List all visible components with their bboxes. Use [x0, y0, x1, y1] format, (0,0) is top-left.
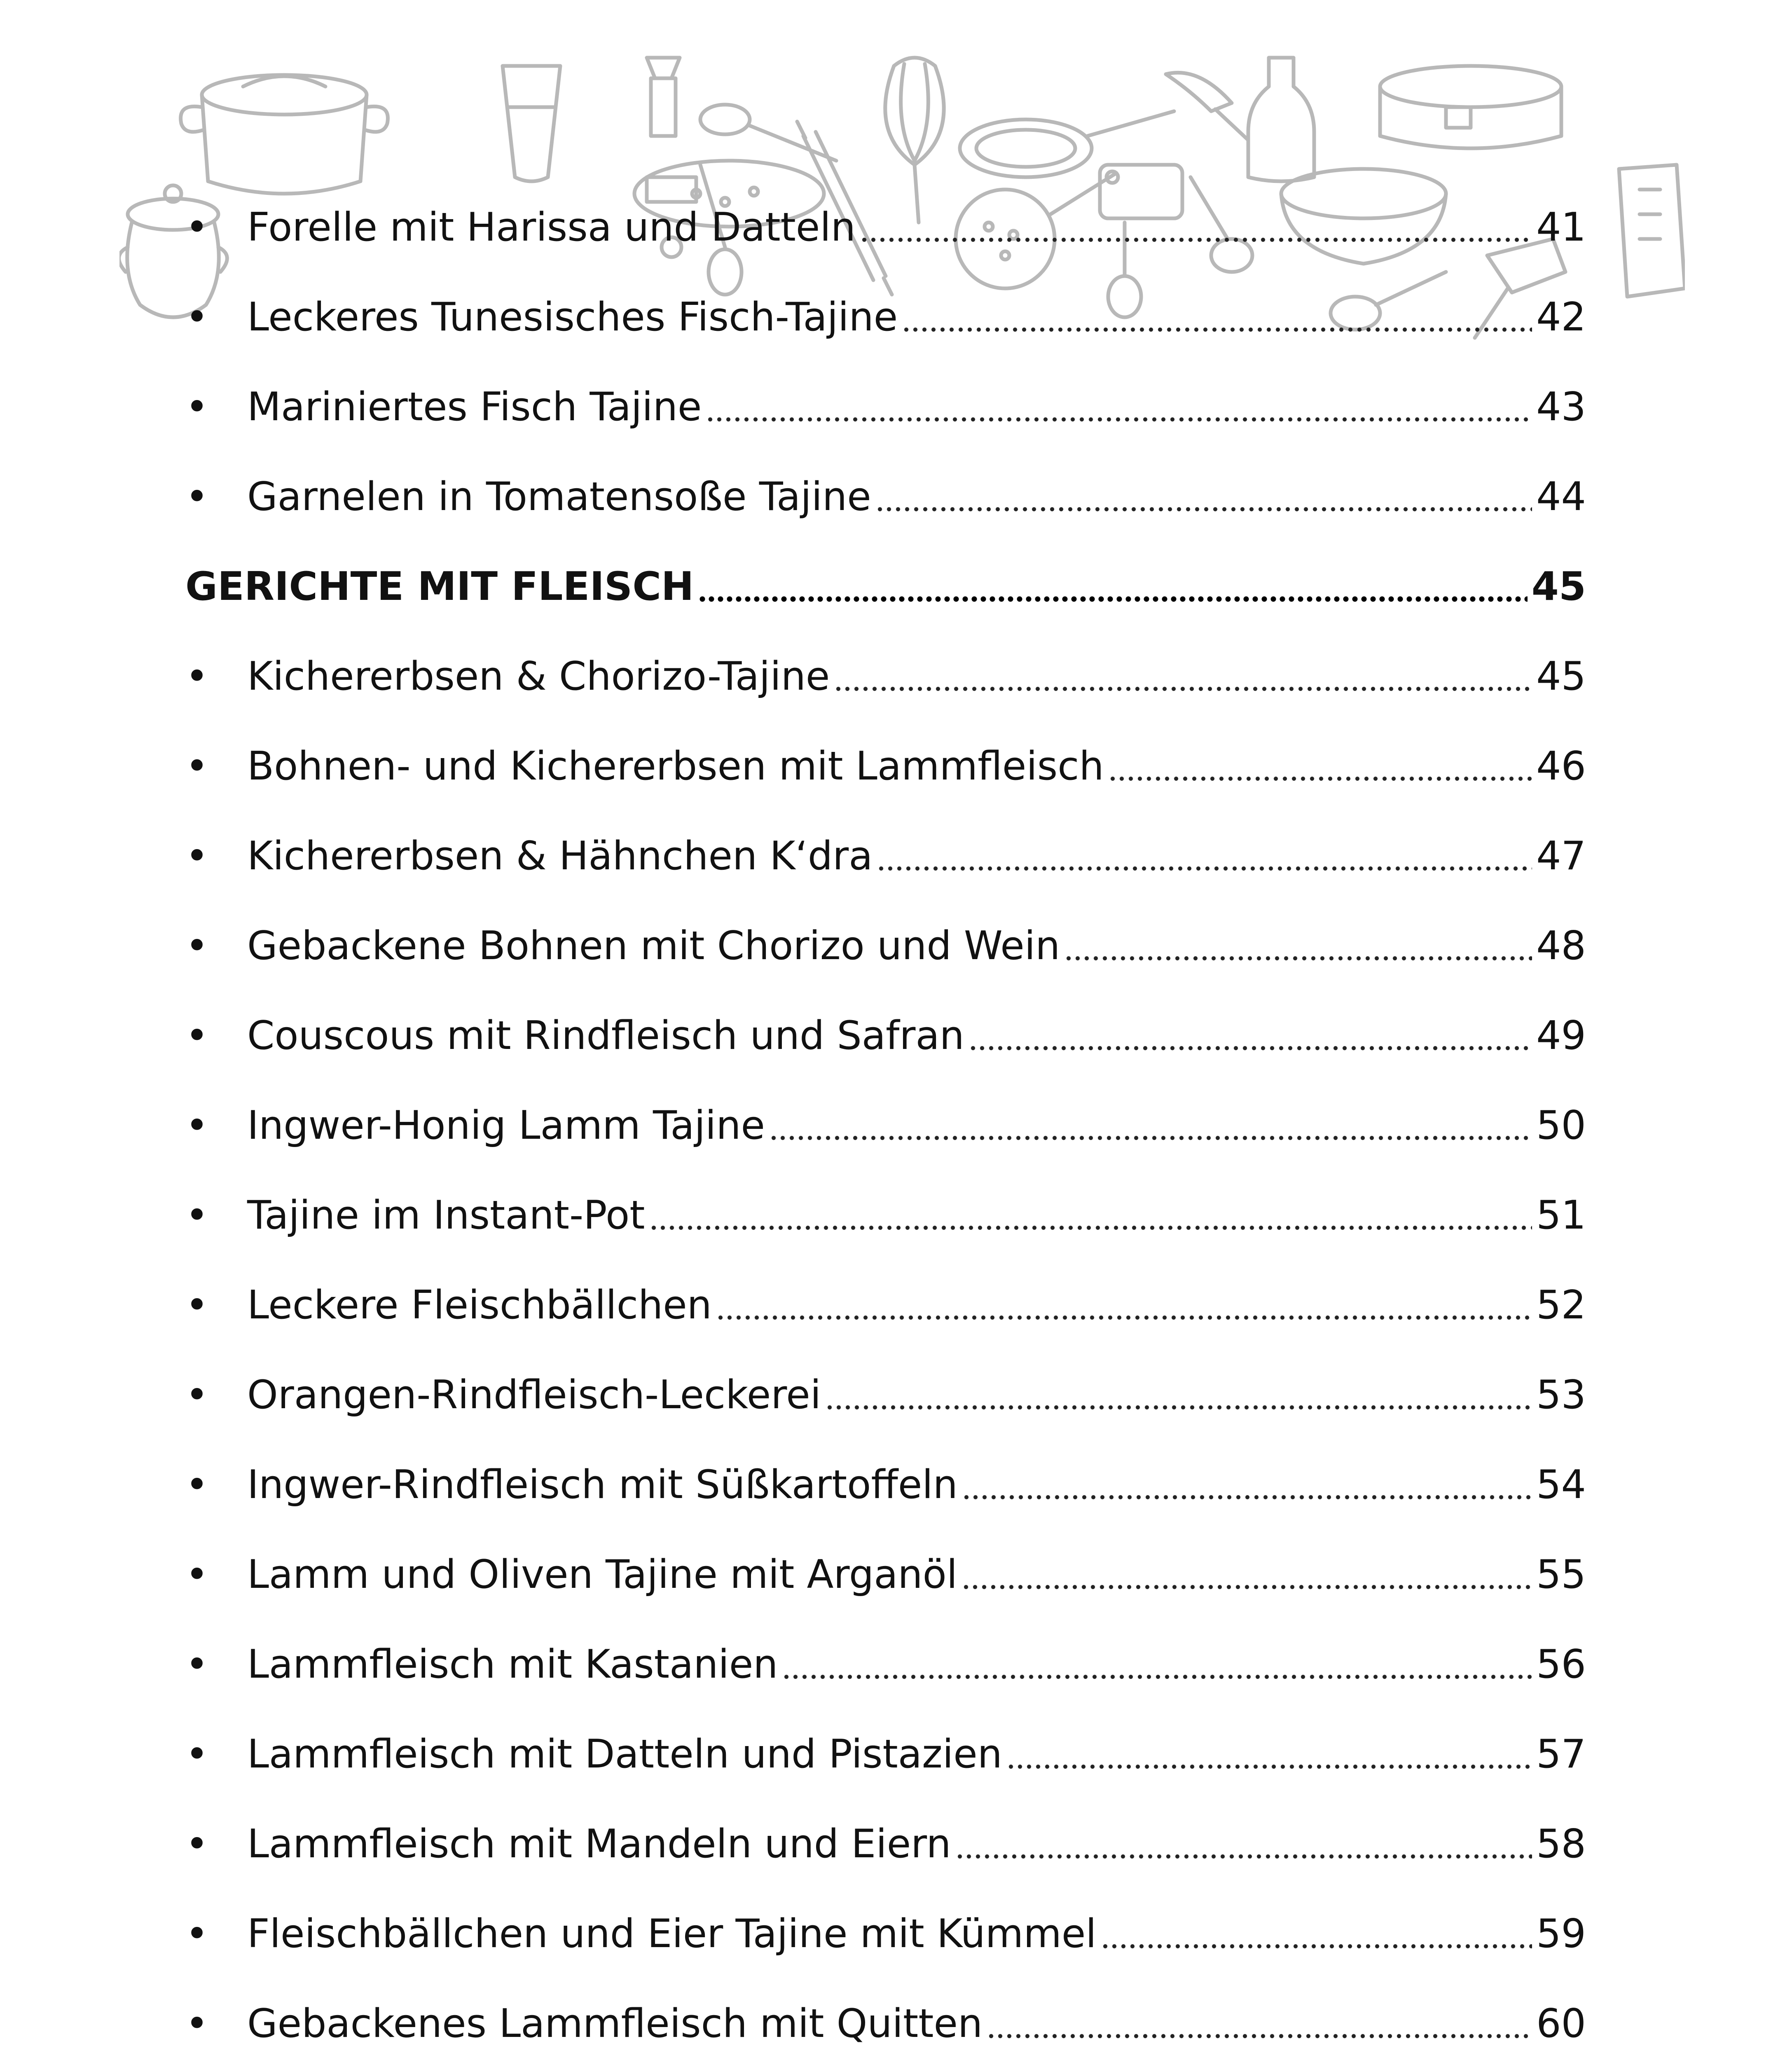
dot-leader — [1006, 1763, 1532, 1771]
toc-page-number: 51 — [1536, 1193, 1586, 1238]
toc-page-number: 44 — [1536, 474, 1586, 520]
grater-icon — [1619, 165, 1685, 297]
bullet-icon: • — [185, 1013, 209, 1058]
glass-icon — [503, 66, 560, 181]
toc-entry[interactable] — [185, 712, 1586, 802]
toc-entry[interactable] — [185, 981, 1586, 1071]
toc-entry[interactable] — [185, 1430, 1586, 1520]
dot-leader — [825, 1403, 1532, 1412]
bullet-icon: • — [185, 1103, 209, 1148]
toc-entry-title: Leckere Fleischbällchen — [247, 1283, 712, 1328]
toc-page-number: 43 — [1536, 384, 1586, 430]
bullet-icon: • — [185, 1372, 209, 1418]
toc-entry-title: Orangen-Rindfleisch-Leckerei — [247, 1372, 821, 1418]
bullet-icon: • — [185, 1552, 209, 1597]
toc-page-number: 59 — [1536, 1911, 1586, 1957]
dot-leader — [782, 1673, 1532, 1681]
toc-page-number: 57 — [1536, 1732, 1586, 1777]
toc-page-number: 60 — [1536, 2001, 1586, 2046]
bullet-icon: • — [185, 1462, 209, 1508]
dot-leader — [716, 1313, 1532, 1322]
bullet-icon: • — [185, 1821, 209, 1867]
toc-entry-title: Gebackene Bohnen mit Chorizo und Wein — [247, 923, 1060, 969]
bullet-icon: • — [185, 1732, 209, 1777]
toc-entry[interactable] — [185, 353, 1586, 442]
toc-page-number: 53 — [1536, 1372, 1586, 1418]
baking-tin-icon — [1380, 66, 1561, 148]
dot-leader — [902, 325, 1532, 334]
toc-entry[interactable] — [185, 1071, 1586, 1161]
toc-page-number: 42 — [1536, 295, 1586, 340]
toc-entry-title: Couscous mit Rindfleisch und Safran — [247, 1013, 964, 1058]
toc-entry-title: Garnelen in Tomatensoße Tajine — [247, 474, 871, 520]
table-of-contents — [185, 173, 1586, 2060]
toc-entry-title: Kichererbsen & Hähnchen K‘dra — [247, 833, 873, 879]
toc-entry-title: Lammfleisch mit Kastanien — [247, 1642, 778, 1687]
toc-page-number: 54 — [1536, 1462, 1586, 1508]
toc-entry[interactable] — [185, 1341, 1586, 1430]
toc-entry-title: Bohnen- und Kichererbsen mit Lammfleisch — [247, 744, 1104, 789]
toc-entry[interactable] — [185, 263, 1586, 353]
toc-entry[interactable] — [185, 892, 1586, 981]
toc-entry[interactable] — [185, 173, 1586, 263]
bullet-icon: • — [185, 1642, 209, 1687]
dot-leader — [649, 1224, 1532, 1232]
toc-page-number: 49 — [1536, 1013, 1586, 1058]
dot-leader — [969, 1044, 1532, 1052]
toc-page-number: 45 — [1536, 654, 1586, 699]
toc-page-number: 41 — [1536, 205, 1586, 250]
bottle-icon — [1248, 58, 1314, 181]
dot-leader — [834, 685, 1532, 693]
bullet-icon: • — [185, 923, 209, 969]
dot-leader — [698, 595, 1527, 603]
toc-entry-title: Mariniertes Fisch Tajine — [247, 384, 702, 430]
dot-leader — [706, 415, 1532, 424]
dot-leader — [1101, 1942, 1532, 1950]
toc-entry-title: Ingwer-Rindfleisch mit Süßkartoffeln — [247, 1462, 958, 1508]
toc-entry-title: Kichererbsen & Chorizo-Tajine — [247, 654, 830, 699]
dot-leader — [1108, 775, 1532, 783]
toc-entry[interactable] — [185, 1251, 1586, 1341]
toc-entry[interactable] — [185, 1520, 1586, 1610]
toc-entry-title: Forelle mit Harissa und Datteln — [247, 205, 856, 250]
frying-pan-icon — [960, 111, 1174, 177]
dot-leader — [769, 1134, 1532, 1142]
toc-entry[interactable] — [185, 1610, 1586, 1700]
bullet-icon: • — [185, 654, 209, 699]
toc-entry[interactable] — [185, 1969, 1586, 2059]
bullet-icon: • — [185, 1193, 209, 1238]
bullet-icon: • — [185, 744, 209, 789]
toc-page-number: 50 — [1536, 1103, 1586, 1148]
bullet-icon: • — [185, 205, 209, 250]
toc-entry[interactable] — [185, 1700, 1586, 1790]
dot-leader — [1064, 954, 1532, 962]
toc-entry-title: GERICHTE MIT FLEISCH — [185, 564, 694, 609]
toc-entry-title: Lammfleisch mit Datteln und Pistazien — [247, 1732, 1002, 1777]
dot-leader — [877, 864, 1532, 873]
bullet-icon: • — [185, 1911, 209, 1957]
toc-entry[interactable] — [185, 622, 1586, 712]
bullet-icon: • — [185, 384, 209, 430]
toc-page-number: 58 — [1536, 1821, 1586, 1867]
toc-entry[interactable] — [185, 802, 1586, 892]
toc-section-heading[interactable] — [185, 532, 1586, 622]
toc-entry[interactable] — [185, 1161, 1586, 1251]
bullet-icon: • — [185, 2001, 209, 2046]
toc-entry-title: Leckeres Tunesisches Fisch-Tajine — [247, 295, 898, 340]
toc-entry[interactable] — [185, 1880, 1586, 1969]
toc-entry[interactable] — [185, 442, 1586, 532]
toc-page-number: 56 — [1536, 1642, 1586, 1687]
dot-leader — [875, 505, 1532, 513]
toc-page-number: 55 — [1536, 1552, 1586, 1597]
bullet-icon: • — [185, 474, 209, 520]
toc-entry-title: Lammfleisch mit Mandeln und Eiern — [247, 1821, 951, 1867]
dot-leader — [962, 1583, 1532, 1591]
toc-entry-title: Gebackenes Lammfleisch mit Quitten — [247, 2001, 983, 2046]
dot-leader — [955, 1852, 1532, 1861]
toc-page-number: 47 — [1536, 833, 1586, 879]
toc-entry-title: Lamm und Oliven Tajine mit Arganöl — [247, 1552, 958, 1597]
dot-leader — [860, 236, 1532, 244]
toc-entry[interactable] — [185, 1790, 1586, 1880]
toc-page-number: 48 — [1536, 923, 1586, 969]
toc-page-number: 45 — [1531, 564, 1586, 609]
toc-entry-title: Ingwer-Honig Lamm Tajine — [247, 1103, 765, 1148]
dot-leader — [962, 1493, 1532, 1501]
bullet-icon: • — [185, 833, 209, 879]
toc-entry-title: Fleischbällchen und Eier Tajine mit Kümmel — [247, 1911, 1097, 1957]
dot-leader — [987, 2032, 1532, 2040]
knife-icon — [1166, 73, 1248, 140]
toc-page-number: 46 — [1536, 744, 1586, 789]
bullet-icon: • — [185, 1283, 209, 1328]
bullet-icon: • — [185, 295, 209, 340]
toc-entry-title: Tajine im Instant-Pot — [247, 1193, 645, 1238]
toc-page-number: 52 — [1536, 1283, 1586, 1328]
